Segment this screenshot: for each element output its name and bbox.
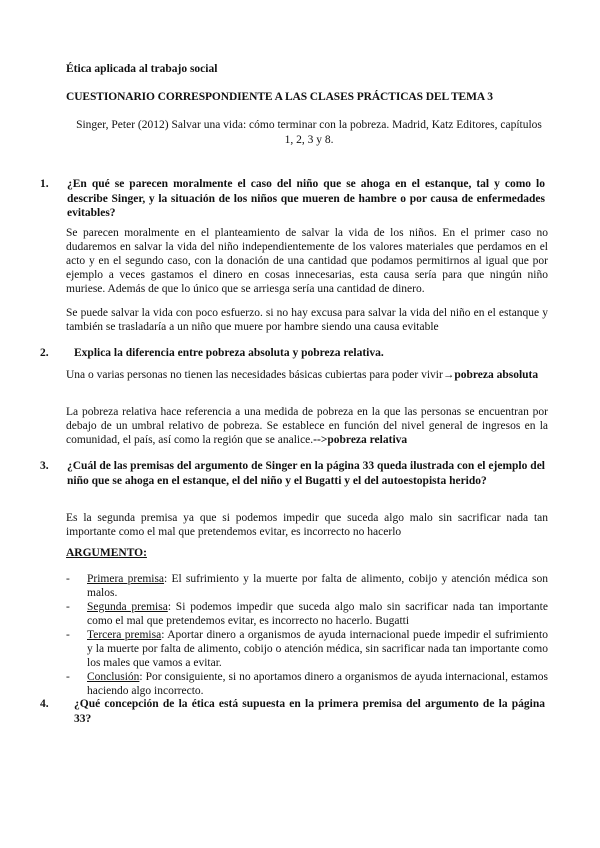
arrow-marker: --> xyxy=(313,434,328,446)
question-2 xyxy=(40,346,545,362)
arrow-marker: → xyxy=(442,369,455,381)
answer-paragraph: Se parecen moralmente en el planteamiento de salvar la vida de los niños. En el primer caso no dudaremos en salvar la vida del niño independientemente de los valores materiales que perdamos en el acto y en el segundo caso, con la donación de una cantidad que podamos permitirnos al igual que por ejemplo a veces gastamos el dinero en cosas innecesarias, esta causa sería para que ningún niño muriese. Además de que lo único que se arriesga sería una cantidad de dinero. xyxy=(66,227,548,295)
premise-body: : Aportar dinero a organismos de ayuda internacional puede impedir el sufrimiento y la muerte por falta de alimento, cobijo o atención médica, sin sacrificar nada tan importante como los males que vamos a evitar. xyxy=(87,629,548,669)
question-number: 4. xyxy=(40,698,49,710)
question-number: 2. xyxy=(40,347,49,359)
premise-label: Segunda premisa xyxy=(87,601,168,613)
answer-paragraph: Es la segunda premisa ya que si podemos impedir que suceda algo malo sin sacrificar nada tan importante como el mal que pretendemos evitar, es incorrecto no hacerlo xyxy=(66,512,548,538)
argument-heading: ARGUMENTO: xyxy=(66,547,147,559)
course-title: Ética aplicada al trabajo social xyxy=(66,63,218,75)
answer-paragraph xyxy=(66,368,548,382)
premise-text xyxy=(87,628,548,670)
premise-text xyxy=(87,670,548,698)
question-3 xyxy=(40,459,545,503)
question-4 xyxy=(40,697,545,727)
answer-text: La pobreza relativa hace referencia a una medida de pobreza en la que las personas se encuentran por debajo de un umbral relativo de pobreza. Se establece en función del nivel general de ingresos en la comunidad, el país, así como la región que se analice. xyxy=(66,406,548,446)
page-title: CUESTIONARIO CORRESPONDIENTE A LAS CLASES PRÁCTICAS DEL TEMA 3 xyxy=(66,91,493,103)
premise-body: : Si podemos impedir que suceda algo malo sin sacrificar nada tan importante como el mal que pretendemos evitar, es incorrecto no hacerlo. Bugatti xyxy=(87,601,548,627)
question-text: ¿Qué concepción de la ética está supuesta en la primera premisa del argumento de la página 33? xyxy=(74,698,545,725)
premise-label: Tercera premisa xyxy=(87,629,162,641)
premise-text xyxy=(87,572,548,600)
bibliographic-reference: Singer, Peter (2012) Salvar una vida: cómo terminar con la pobreza. Madrid, Katz Editores, capítulos 1, 2, 3 y 8. xyxy=(76,119,542,146)
list-dash: - xyxy=(66,573,70,585)
answer-paragraph: Se puede salvar la vida con poco esfuerzo. si no hay excusa para salvar la vida del niño en el estanque y también se trasladaría a un niño que muere por hambre siendo una causa evitable xyxy=(66,307,548,333)
answer-paragraph xyxy=(66,405,548,447)
answer-text: Una o varias personas no tienen las necesidades básicas cubiertas para poder vivir xyxy=(66,369,443,381)
list-dash: - xyxy=(66,601,70,613)
list-dash: - xyxy=(66,671,70,683)
premise-label: Conclusión xyxy=(87,671,140,683)
question-1 xyxy=(40,177,545,221)
premise-body: : Por consiguiente, si no aportamos dinero a organismos de ayuda internacional, estamos haciendo algo incorrecto. xyxy=(87,671,548,697)
question-text: Explica la diferencia entre pobreza absoluta y pobreza relativa. xyxy=(74,347,384,359)
question-text: ¿En qué se parecen moralmente el caso del niño que se ahoga en el estanque, tal y como lo describe Singer, y la situación de los niños que mueren de hambre o por causa de enfermedades evitables? xyxy=(67,178,545,219)
premise-label: Primera premisa xyxy=(87,573,165,585)
question-number: 3. xyxy=(40,460,49,472)
list-dash: - xyxy=(66,629,70,641)
answer-term: pobreza absoluta xyxy=(454,369,539,381)
answer-term: pobreza relativa xyxy=(327,434,408,446)
question-text: ¿Cuál de las premisas del argumento de Singer en la página 33 queda ilustrada con el ejemplo del niño que se ahoga en el estanque, el del niño y el Bugatti y el del autoestopista herido? xyxy=(67,460,545,487)
premise-body: : El sufrimiento y la muerte por falta de alimento, cobijo y atención médica son malos. xyxy=(87,573,549,599)
premise-text xyxy=(87,600,548,628)
question-number: 1. xyxy=(40,178,49,190)
